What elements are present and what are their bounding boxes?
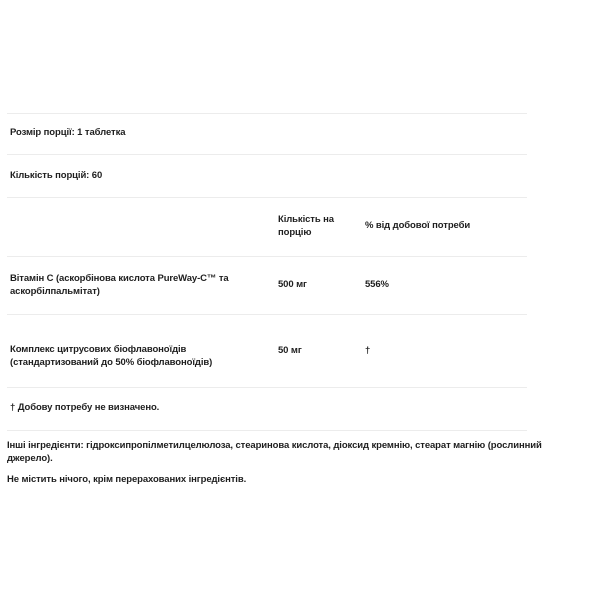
divider: [7, 113, 527, 114]
disclaimer: Не містить нічого, крім перерахованих інгредієнтів.: [7, 474, 247, 485]
other-ingredients: Інші інгредієнти: гідроксипропілметилцелюлоза, стеаринова кислота, діоксид кремнію, стеарат магнію (рослинний джерело).: [7, 440, 542, 464]
divider: [7, 387, 527, 388]
divider: [7, 154, 527, 155]
nutrient-amount: 500 мг: [278, 279, 307, 290]
divider: [7, 197, 527, 198]
divider: [7, 256, 527, 257]
divider: [7, 314, 527, 315]
header-daily-value: % від добової потреби: [365, 220, 471, 231]
divider: [7, 430, 527, 431]
nutrient-amount: 50 мг: [278, 345, 302, 356]
footnote: † Добову потребу не визначено.: [10, 402, 160, 413]
nutrient-daily-value: 556%: [365, 279, 389, 290]
nutrient-daily-value: †: [365, 345, 371, 356]
servings-count: Кількість порцій: 60: [10, 170, 103, 181]
serving-size: Розмір порції: 1 таблетка: [10, 127, 126, 138]
header-amount: Кількість на порцію: [278, 214, 334, 238]
nutrient-name: Вітамін C (аскорбінова кислота PureWay-C™ та аскорбілпальмітат): [10, 273, 229, 297]
nutrient-name: Комплекс цитрусових біофлавоноїдів (стандартизований до 50% біофлавоноїдів): [10, 344, 213, 368]
